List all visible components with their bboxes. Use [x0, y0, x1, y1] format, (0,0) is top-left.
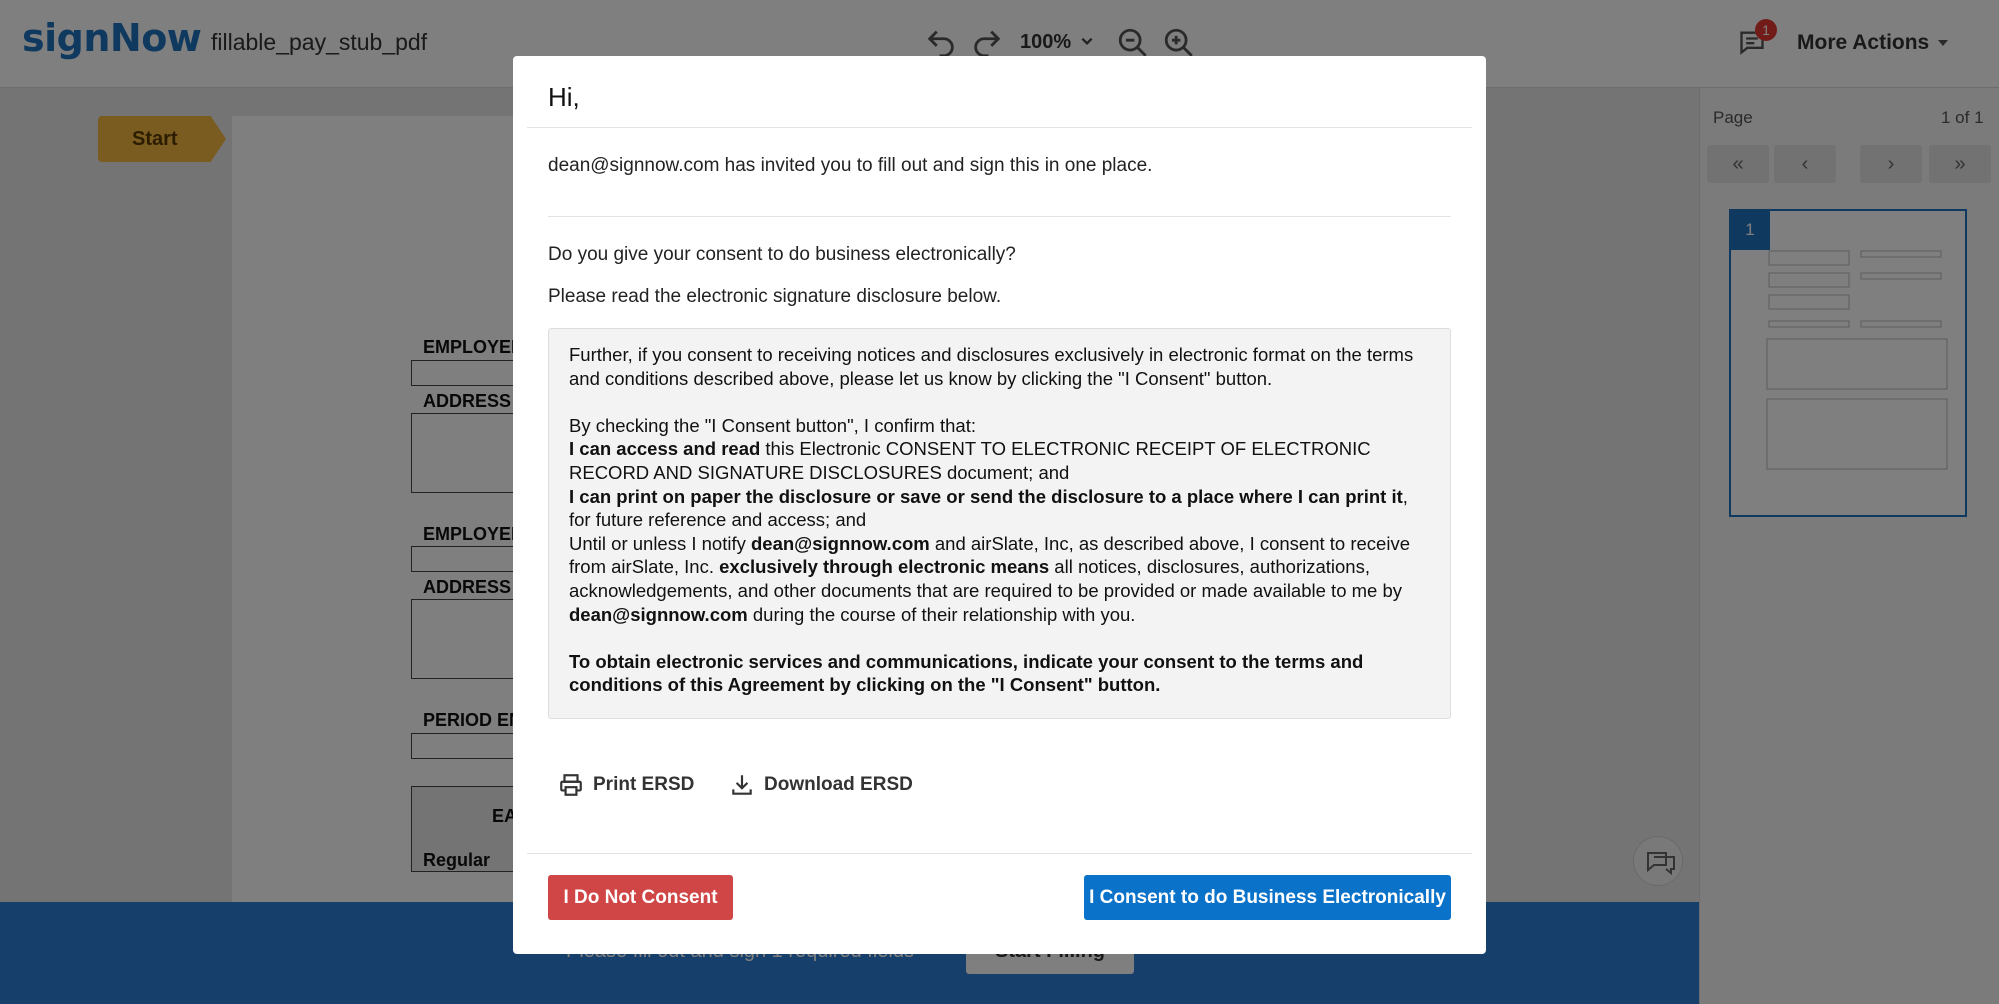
disclosure-closing: To obtain electronic services and communications, indicate your consent to the terms and conditions of this Agreement by clicking on the "I Consent" button.	[569, 650, 1364, 696]
divider	[527, 127, 1472, 128]
download-ersd-link[interactable]	[729, 772, 913, 798]
download-ersd-label: Download ERSD	[764, 774, 913, 795]
disclosure-item-print: I can print on paper the disclosure or save or send the disclosure to a place where I can print it, for future reference and access; and	[569, 485, 1408, 531]
disclosure-paragraph: Further, if you consent to receiving notices and disclosures exclusively in electronic format on the terms and conditions described above, please let us know by clicking the "I Consent" button.	[569, 344, 1414, 389]
dialog-greeting: Hi,	[548, 82, 580, 112]
download-icon	[729, 772, 755, 798]
disclosure-text-box[interactable]	[548, 328, 1451, 719]
disclosure-item-access: I can access and read this Electronic CONSENT TO ELECTRONIC RECEIPT OF ELECTRONIC RECORD AND SIGNATURE DISCLOSURES document; and	[569, 438, 1371, 483]
disclosure-item-notify: Until or unless I notify dean@signnow.com and airSlate, Inc, as described above, I consent to receive from airSlate, Inc. exclusively through electronic means all notices, disclosures, authorizations, acknowledgements, and other documents that are required to be provided or made available to me by dean@signnow.com during the course of their relationship with you.	[569, 532, 1410, 625]
print-ersd-link[interactable]	[558, 772, 694, 798]
read-disclosure-instruction: Please read the electronic signature disclosure below.	[548, 286, 1002, 307]
do-not-consent-button[interactable]: I Do Not Consent	[548, 875, 733, 920]
divider	[548, 216, 1451, 217]
invitation-text: dean@signnow.com has invited you to fill out and sign this in one place.	[548, 155, 1153, 176]
printer-icon	[558, 772, 584, 798]
print-ersd-label: Print ERSD	[593, 774, 695, 795]
disclosure-intro: By checking the "I Consent button", I confirm that:	[569, 414, 976, 436]
consent-question: Do you give your consent to do business electronically?	[548, 244, 1016, 265]
consent-button[interactable]: I Consent to do Business Electronically	[1084, 875, 1451, 920]
divider	[527, 853, 1472, 854]
